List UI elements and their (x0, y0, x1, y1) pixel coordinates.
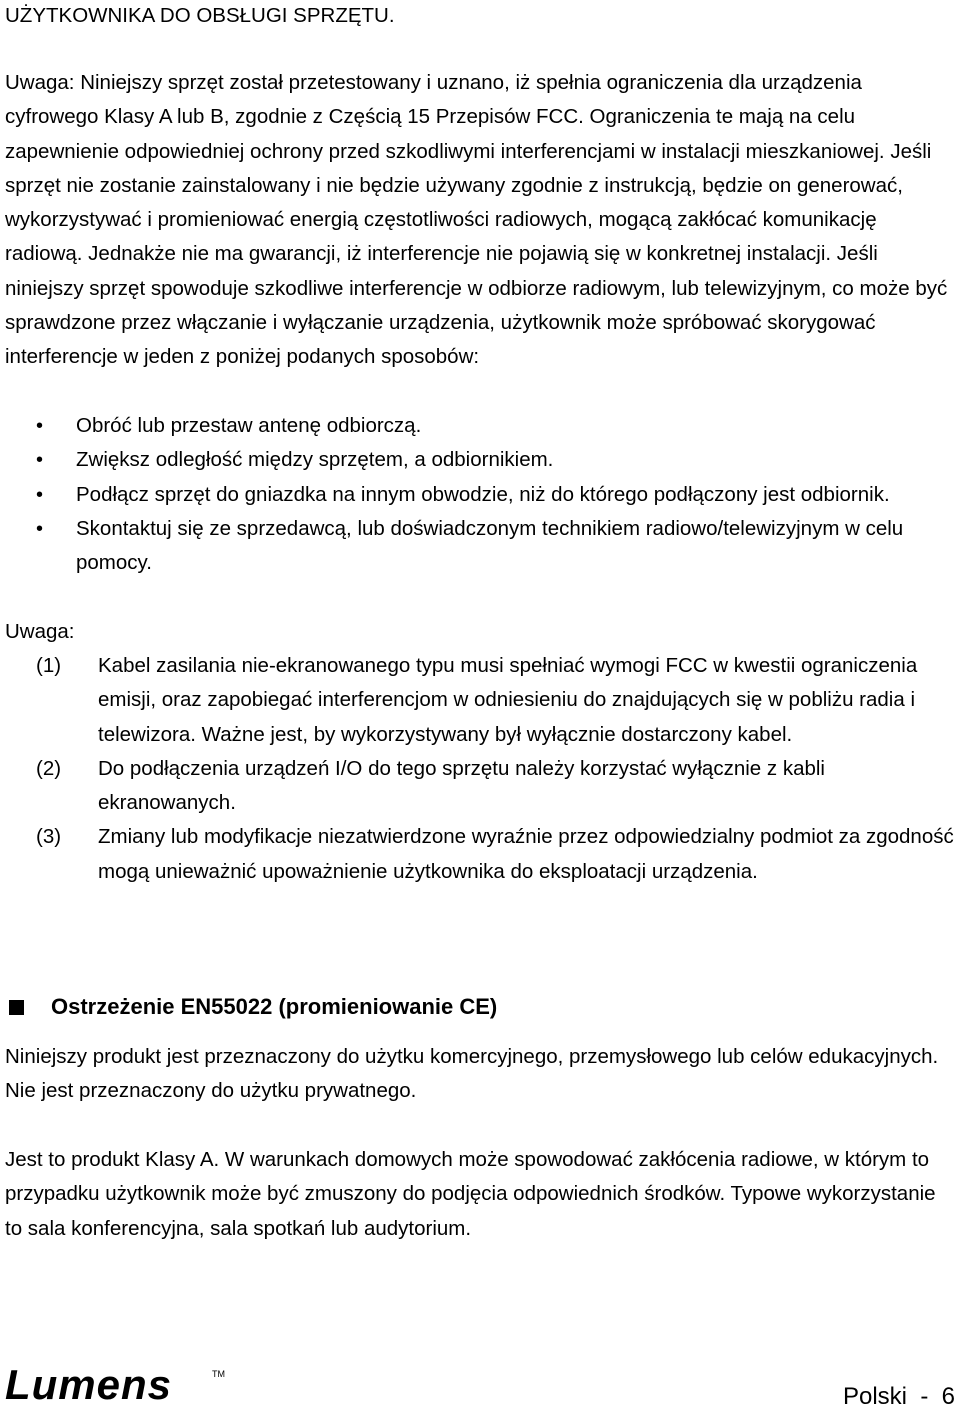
note-text: Kabel zasilania nie-ekranowanego typu musi spełniać wymogi FCC w kwestii ograniczenia emisji, oraz zapobiegać interferencjom w odniesieniu do znajdujących się w pobliżu radia i telewizora. Ważne jest, by wykorzystywany był wyłącznie dostarczony kabel. (98, 654, 918, 746)
note-text: Zmiany lub modyfikacje niezatwierdzone wyraźnie przez odpowiedzialny podmiot za zgodność mogą unieważnić upoważnienie użytkownika do eksploatacji urządzenia. (98, 825, 954, 883)
bullet-icon: • (36, 517, 44, 540)
bullet-icon: • (36, 483, 44, 506)
notes-list (5, 649, 955, 889)
list-item: • Podłącz sprzęt do gniazdka na innym obwodzie, niż do którego podłączony jest odbiornik. (5, 478, 955, 512)
lumens-logo-icon (5, 1363, 230, 1407)
trademark-text: TM (212, 1369, 225, 1379)
list-item: • Skontaktuj się ze sprzedawcą, lub doświadczonym technikiem radiowo/telewizyjnym w celu pomocy. (5, 512, 955, 581)
bullet-list (5, 409, 955, 580)
section-heading (5, 990, 497, 1024)
note-number: (2) (36, 756, 62, 780)
page-number: Polski - 6 (842, 1383, 955, 1410)
square-bullet-icon (9, 1000, 24, 1015)
note-number: (1) (36, 654, 62, 677)
notes-label: Uwaga: (5, 620, 75, 643)
list-item: • Obróć lub przestaw antenę odbiorczą. (5, 409, 955, 443)
bullet-icon: • (36, 415, 44, 437)
section-paragraph-1: Niniejszy produkt jest przeznaczony do użytku komercyjnego, przemysłowego lub celów edukacyjnych. Nie jest przeznaczony do użytku prywatnego. (5, 1045, 939, 1103)
section-paragraph-2: Jest to produkt Klasy A. W warunkach domowych może spowodować zakłócenia radiowe, w którym to przypadku użytkownik może być zmuszony do podjęcia odpowiednich środków. Typowe wykorzystanie to sala konferencyjna, sala spotkań lub audytorium. (5, 1148, 936, 1240)
bullet-icon: • (36, 449, 44, 472)
note-item (5, 820, 955, 889)
note-item (5, 752, 955, 821)
lumens-logo (5, 1363, 230, 1412)
list-item: • Zwiększ odległość między sprzętem, a odbiornikiem. (5, 443, 955, 477)
note-item (5, 649, 955, 752)
logo-text: Lumens (5, 1363, 173, 1407)
continued-line: UŻYTKOWNIKA DO OBSŁUGI SPRZĘTU. (5, 4, 395, 27)
note-text: Do podłączenia urządzeń I/O do tego sprzętu należy korzystać wyłącznie z kabli ekranowanych. (98, 756, 825, 815)
note-number: (3) (36, 825, 62, 849)
section-title: Ostrzeżenie EN55022 (promieniowanie CE) (51, 994, 498, 1019)
fcc-note-paragraph: Uwaga: Niniejszy sprzęt został przetestowany i uznano, iż spełnia ograniczenia dla urządzenia cyfrowego Klasy A lub B, zgodnie z Częścią 15 Przepisów FCC. Ograniczenia te mają na celu zapewnienie odpowiedniej ochrony przed szkodliwymi interferencjami w instalacji mieszkaniowej. Jeśli sprzęt nie zostanie zainstalowany i nie będzie używany zgodnie z instrukcją, będzie on generować, wykorzystywać i promieniować energią częstotliwości radiowych, mogącą zakłócać komunikację radiową. Jednakże nie ma gwarancji, iż interferencje nie pojawią się w konkretnej instalacji. Jeśli niniejszy sprzęt spowoduje szkodliwe interferencje w odbiorze radiowym, lub telewizyjnym, co może być sprawdzone przez włączanie i wyłączanie urządzenia, użytkownik może spróbować skorygować interferencje w jeden z poniżej podanych sposobów: (5, 71, 948, 369)
